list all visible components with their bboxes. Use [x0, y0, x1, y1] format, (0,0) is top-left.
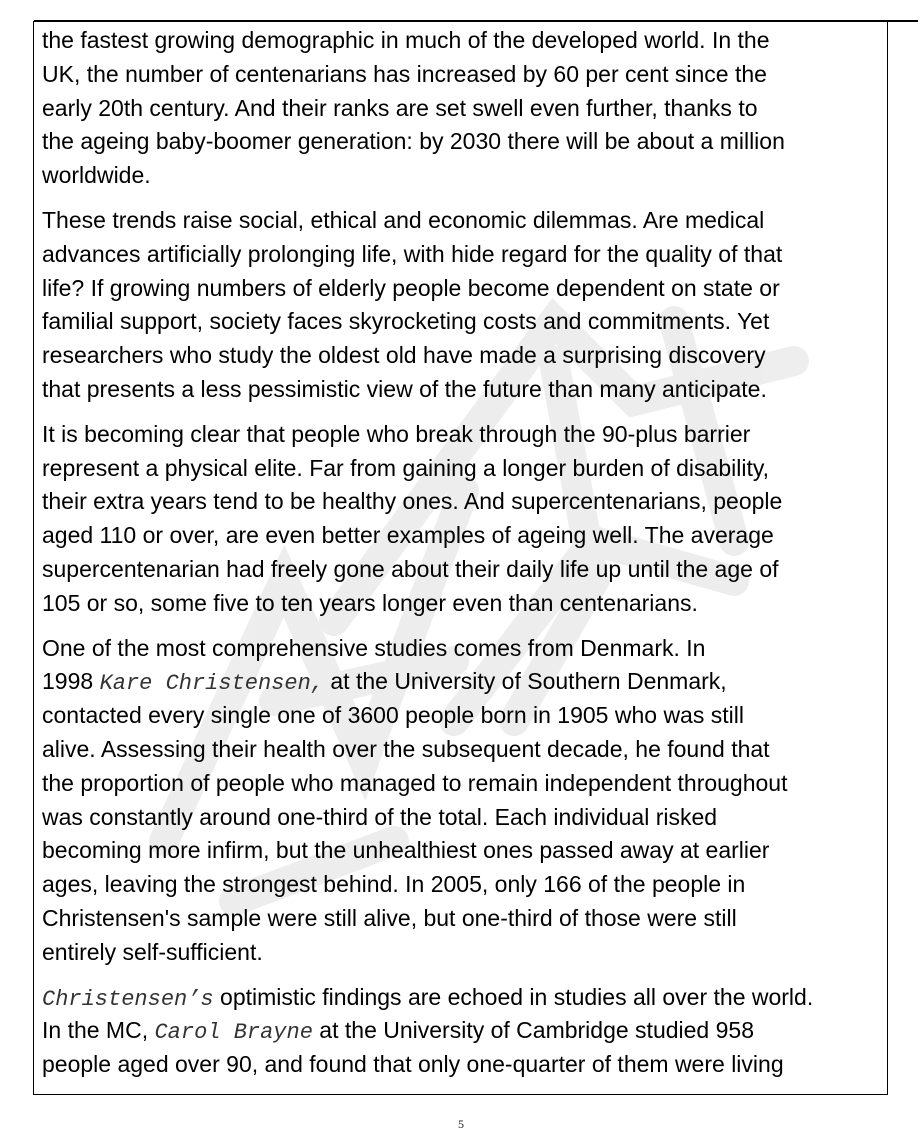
text-line — [42, 902, 887, 936]
paragraph — [42, 24, 887, 193]
text-line — [42, 305, 887, 339]
text-line — [42, 339, 887, 373]
text-run: becoming more infirm, but the unhealthiest ones passed away at earlier — [42, 837, 770, 864]
text-line — [42, 767, 887, 801]
text-run: Christensen's sample were still alive, but one-third of those were still — [42, 904, 737, 931]
text-run: at the University of Cambridge studied 958 — [312, 1017, 754, 1044]
text-line — [42, 936, 887, 970]
page-number: 5 — [458, 1117, 464, 1131]
person-name: Christensen’s — [42, 986, 214, 1012]
text-line — [42, 699, 887, 733]
text-line — [42, 632, 887, 666]
text-run: familial support, society faces skyrocketing costs and commitments. Yet — [42, 308, 770, 335]
text-run: represent a physical elite. Far from gaining a longer burden of disability, — [42, 454, 770, 481]
text-run: was constantly around one-third of the total. Each individual risked — [42, 803, 718, 830]
text-line — [42, 58, 887, 92]
text-line — [42, 238, 887, 272]
text-line — [42, 981, 887, 1015]
text-line — [42, 92, 887, 126]
text-run: ages, leaving the strongest behind. In 2005, only 166 of the people in — [42, 871, 746, 898]
article-body — [42, 24, 887, 1093]
text-run: 105 or so, some five to ten years longer even than centenarians. — [42, 589, 698, 616]
text-line — [42, 868, 887, 902]
text-run: UK, the number of centenarians has increased by 60 per cent since the — [42, 60, 767, 87]
paragraph — [42, 418, 887, 621]
text-run: aged 110 or over, are even better examples of ageing well. The average — [42, 522, 774, 549]
paragraph — [42, 204, 887, 407]
text-run: contacted every single one of 3600 people born in 1905 who was still — [42, 702, 744, 729]
text-run: alive. Assessing their health over the subsequent decade, he found that — [42, 735, 770, 762]
text-line — [42, 485, 887, 519]
text-line — [42, 553, 887, 587]
text-frame — [33, 21, 888, 1095]
text-line — [42, 373, 887, 407]
text-run: It is becoming clear that people who break through the 90-plus barrier — [42, 420, 751, 447]
text-run: worldwide. — [42, 162, 151, 189]
text-run: In the MC, — [42, 1017, 155, 1044]
person-name: Kare Christensen, — [99, 671, 324, 697]
text-line — [42, 801, 887, 835]
person-name: Carol Brayne — [154, 1020, 313, 1046]
text-line — [42, 452, 887, 486]
text-line — [42, 159, 887, 193]
text-run: supercentenarian had freely gone about their daily life up until the age of — [42, 555, 779, 582]
text-line — [42, 418, 887, 452]
text-run: These trends raise social, ethical and economic dilemmas. Are medical — [42, 206, 765, 233]
text-line — [42, 519, 887, 553]
text-run: that presents a less pessimistic view of the future than many anticipate. — [42, 375, 767, 402]
text-run: entirely self-sufficient. — [42, 938, 263, 965]
paragraph — [42, 632, 887, 970]
text-run: 1998 — [42, 668, 100, 695]
text-line — [42, 204, 887, 238]
text-run: early 20th century. And their ranks are set swell even further, thanks to — [42, 94, 758, 121]
text-line — [42, 1048, 887, 1082]
text-run: One of the most comprehensive studies comes from Denmark. In — [42, 634, 706, 661]
text-run: advances artificially prolonging life, with hide regard for the quality of that — [42, 240, 783, 267]
text-run: people aged over 90, and found that only one-quarter of them were living — [42, 1051, 784, 1078]
text-run: optimistic findings are echoed in studies all over the world. — [213, 983, 814, 1010]
text-line — [42, 587, 887, 621]
text-run: the ageing baby-boomer generation: by 2030 there will be about a million — [42, 128, 785, 155]
text-run: their extra years tend to be healthy ones. And supercentenarians, people — [42, 488, 783, 515]
text-run: the proportion of people who managed to remain independent throughout — [42, 769, 788, 796]
text-line — [42, 733, 887, 767]
text-run: researchers who study the oldest old have made a surprising discovery — [42, 342, 766, 369]
text-line — [42, 665, 887, 699]
text-run: the fastest growing demographic in much of the developed world. In the — [42, 27, 770, 53]
text-line — [42, 272, 887, 306]
text-run: life? If growing numbers of elderly people become dependent on state or — [42, 274, 780, 301]
text-run: at the University of Southern Denmark, — [324, 668, 727, 695]
paragraph — [42, 981, 887, 1082]
text-line — [42, 834, 887, 868]
text-line — [42, 125, 887, 159]
text-line — [42, 24, 887, 58]
text-line — [42, 1014, 887, 1048]
